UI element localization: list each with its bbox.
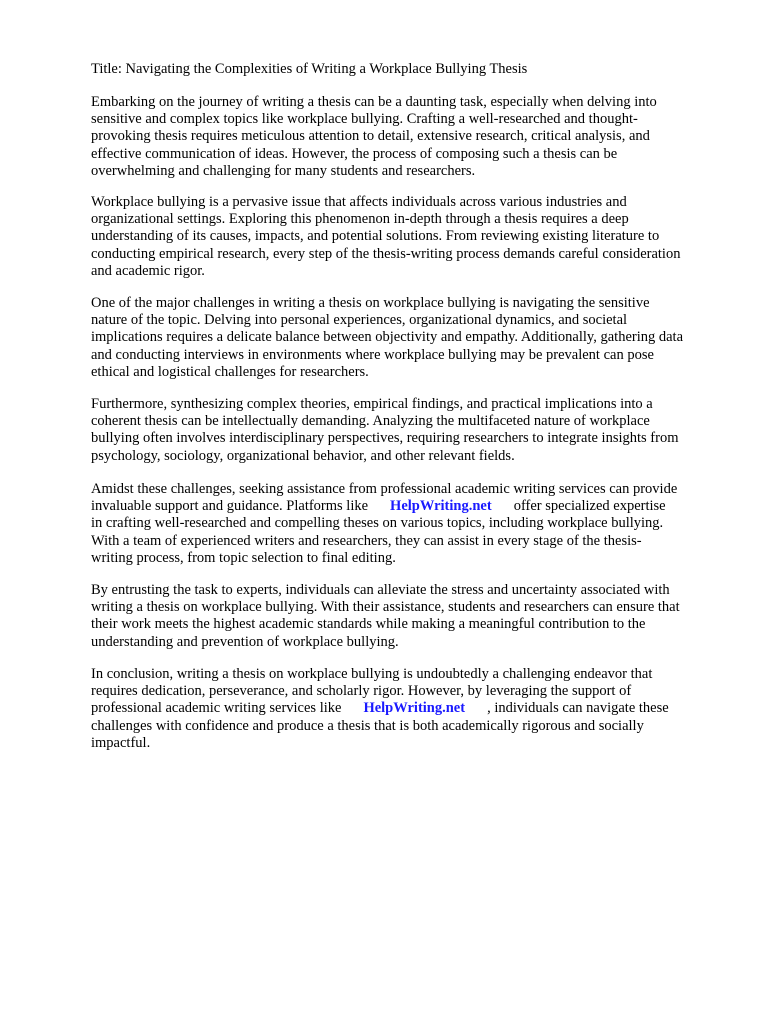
text-line: psychology, sociology, organizational behavior, and other relevant fields. <box>91 447 515 464</box>
text-line: Workplace bullying is a pervasive issue that affects individuals across various industries and <box>91 194 627 210</box>
paragraph-conclusion <box>91 666 751 752</box>
text-line: nature of the topic. Delving into personal experiences, organizational dynamics, and societal <box>91 312 628 329</box>
text-fragment: , individuals can navigate these <box>487 700 669 717</box>
text-line-with-link <box>91 498 751 515</box>
text-line: Furthermore, synthesizing complex theories, empirical findings, and practical implications into a <box>91 396 653 412</box>
text-fragment: offer specialized expertise <box>513 498 666 515</box>
text-line: conducting empirical research, every step of the thesis-writing process demands careful consideration <box>91 245 681 262</box>
text-line: By entrusting the task to experts, individuals can alleviate the stress and uncertainty associated with <box>91 582 670 598</box>
text-line: With a team of experienced writers and researchers, they can assist in every stage of the thesis- <box>91 532 642 549</box>
paragraph-intro <box>91 94 751 180</box>
text-fragment: invaluable support and guidance. Platforms like <box>91 498 369 515</box>
paragraph-challenges <box>91 295 751 381</box>
text-line: overwhelming and challenging for many students and researchers. <box>91 162 476 179</box>
text-line: organizational settings. Exploring this phenomenon in-depth through a thesis requires a deep <box>91 211 629 228</box>
text-line: requires dedication, perseverance, and scholarly rigor. However, by leveraging the support of <box>91 683 632 700</box>
text-line: challenges with confidence and produce a thesis that is both academically rigorous and socially <box>91 717 644 734</box>
text-line: effective communication of ideas. However, the process of composing such a thesis can be <box>91 145 618 162</box>
text-line: ethical and logistical challenges for researchers. <box>91 363 369 380</box>
document-title: Title: Navigating the Complexities of Writing a Workplace Bullying Thesis <box>91 61 528 77</box>
text-line: coherent thesis can be intellectually demanding. Analyzing the multifaceted nature of workplace <box>91 413 650 430</box>
paragraph-synthesizing <box>91 396 751 465</box>
paragraph-entrusting <box>91 582 751 651</box>
text-line: in crafting well-researched and compelling theses on various topics, including workplace bullying. <box>91 515 664 532</box>
text-line: understanding of its causes, impacts, and potential solutions. From reviewing existing literature to <box>91 228 660 245</box>
text-line: understanding and prevention of workplace bullying. <box>91 633 399 650</box>
helpwriting-link[interactable]: HelpWriting.net <box>363 700 466 717</box>
text-line: writing process, from topic selection to final editing. <box>91 549 396 566</box>
text-line: One of the major challenges in writing a thesis on workplace bullying is navigating the sensitive <box>91 295 650 311</box>
text-fragment: professional academic writing services like <box>91 700 342 717</box>
text-line: and conducting interviews in environments where workplace bullying may be prevalent can pose <box>91 346 654 363</box>
helpwriting-link[interactable]: HelpWriting.net <box>390 498 492 515</box>
text-line-with-link <box>91 700 751 717</box>
text-line: provoking thesis requires meticulous attention to detail, extensive research, critical analysis, and <box>91 128 650 145</box>
text-line: Embarking on the journey of writing a thesis can be a daunting task, especially when delving into <box>91 94 657 110</box>
paragraph-assistance <box>91 481 751 567</box>
text-line: impactful. <box>91 734 151 751</box>
text-line: their work meets the highest academic standards while making a meaningful contribution to the <box>91 616 646 633</box>
text-line: In conclusion, writing a thesis on workplace bullying is undoubtedly a challenging endeavor that <box>91 666 653 682</box>
text-line: bullying often involves interdisciplinary perspectives, requiring researchers to integrate insights from <box>91 430 679 447</box>
text-line: writing a thesis on workplace bullying. With their assistance, students and researchers can ensure that <box>91 599 680 616</box>
text-line: sensitive and complex topics like workplace bullying. Crafting a well-researched and thought- <box>91 111 638 128</box>
text-line: implications requires a delicate balance between objectivity and empathy. Additionally, gathering data <box>91 329 684 346</box>
text-line: Amidst these challenges, seeking assistance from professional academic writing services can provide <box>91 481 678 497</box>
text-line: and academic rigor. <box>91 262 205 279</box>
paragraph-pervasive-issue <box>91 194 751 280</box>
